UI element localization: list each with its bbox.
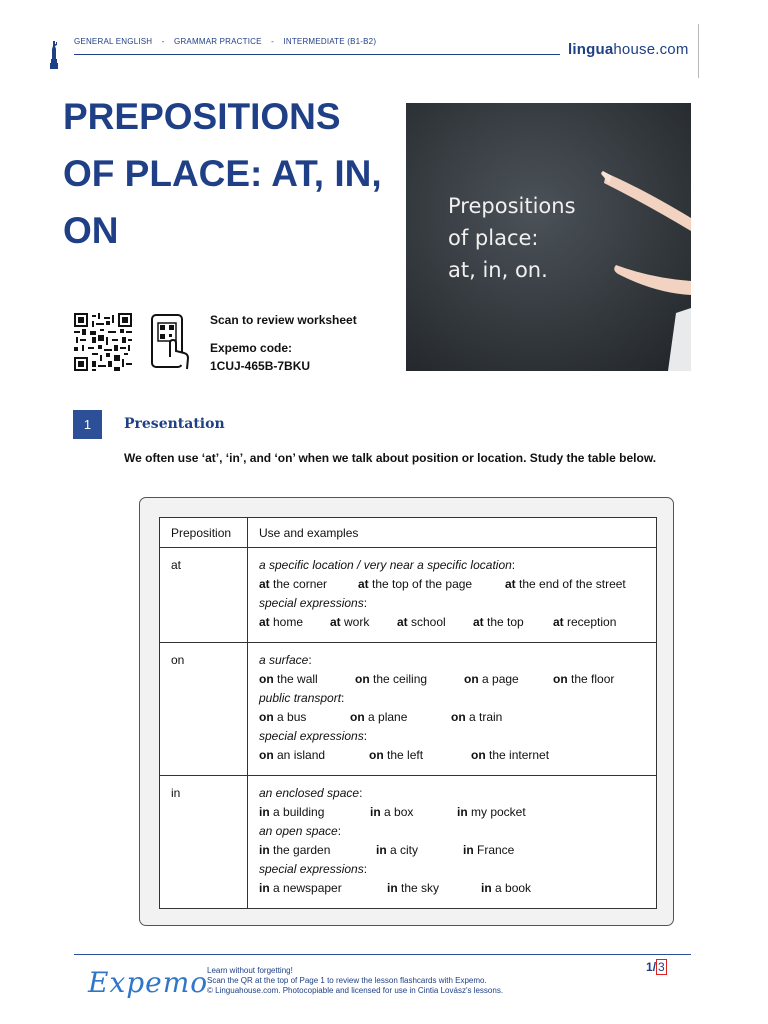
example-phrase: on the ceiling [355, 672, 428, 686]
example-phrase: at the corner [259, 577, 328, 591]
scan-info [210, 313, 357, 387]
example-line [259, 613, 645, 632]
table-row [160, 776, 657, 909]
examples-cell: a specific location / very near a specific location: at the corner at the top of the page at the end of the street special expressions: at home at work at school at the top at reception [248, 548, 657, 643]
table-row [160, 548, 657, 643]
breadcrumb-item-level: INTERMEDIATE (B1-B2) [283, 37, 377, 46]
breadcrumb-separator: - [271, 37, 274, 46]
example-phrase: in a city [376, 843, 419, 857]
example-phrase: on a train [451, 710, 503, 724]
preposition-cell: on [160, 643, 248, 776]
example-preposition: at [397, 615, 408, 629]
category-label: special expressions [259, 596, 364, 610]
qr-code-icon[interactable] [73, 313, 133, 371]
example-preposition: at [259, 615, 270, 629]
example-preposition: at [473, 615, 484, 629]
example-preposition: in [370, 805, 381, 819]
example-preposition: on [259, 672, 274, 686]
category-label: public transport [259, 691, 342, 705]
chalk-text-line-3: at, in, on. [448, 258, 548, 282]
example-preposition: in [259, 881, 270, 895]
prepositions-table [159, 517, 657, 909]
title-line: OF PLACE: AT, IN, [63, 153, 382, 194]
page-indicator: 1/ 3 [646, 960, 665, 974]
example-phrase: at home [259, 615, 304, 629]
example-phrase: in my pocket [457, 805, 526, 819]
example-preposition: in [259, 805, 270, 819]
statue-of-liberty-icon [48, 40, 60, 70]
example-preposition: in [481, 881, 492, 895]
example-preposition: at [330, 615, 341, 629]
category-label: a specific location / very near a specific location [259, 558, 512, 572]
example-preposition: at [358, 577, 369, 591]
footer-tagline: Learn without forgetting! [207, 966, 293, 975]
brand-rest: house.com [613, 41, 689, 58]
example-phrase: on the internet [471, 748, 550, 762]
category-label: special expressions [259, 862, 364, 876]
example-preposition: on [355, 672, 370, 686]
preposition-cell: in [160, 776, 248, 909]
examples-cell: a surface: on the wall on the ceiling on a page on the floor public transport: on a bus on a plane on a train special expressions: on an island on the left on the internet [248, 643, 657, 776]
example-preposition: on [350, 710, 365, 724]
footer-divider [74, 954, 691, 955]
category-label: a surface [259, 653, 309, 667]
header-use-examples: Use and examples [248, 518, 657, 548]
example-phrase: on a bus [259, 710, 307, 724]
title-line: ON [63, 210, 119, 251]
example-phrase: on an island [259, 748, 326, 762]
example-phrase: in a book [481, 881, 532, 895]
page-title [63, 88, 398, 259]
header-preposition: Preposition [160, 518, 248, 548]
footer-instruction: Scan the QR at the top of Page 1 to review the lesson flashcards with Expemo. [207, 976, 487, 985]
example-preposition: on [553, 672, 568, 686]
phone-scan-icon [150, 313, 192, 371]
example-phrase: in France [463, 843, 515, 857]
breadcrumb [74, 37, 376, 46]
expemo-code: 1CUJ-465B-7BKU [210, 359, 311, 373]
example-preposition: on [369, 748, 384, 762]
example-phrase: in a building [259, 805, 325, 819]
breadcrumb-item-grammar-practice: GRAMMAR PRACTICE [174, 37, 262, 46]
title-line: PREPOSITIONS [63, 96, 341, 137]
example-line [259, 841, 645, 860]
example-preposition: at [553, 615, 564, 629]
chalk-text-line-2: of place: [448, 226, 539, 250]
example-line [259, 575, 645, 594]
chalk-text-line-1: Prepositions [448, 194, 576, 218]
example-phrase: on the left [369, 748, 424, 762]
example-preposition: in [387, 881, 398, 895]
example-phrase: at work [330, 615, 370, 629]
example-preposition: at [505, 577, 516, 591]
example-preposition: on [471, 748, 486, 762]
example-line [259, 708, 645, 727]
example-phrase: in the garden [259, 843, 331, 857]
breadcrumb-item-general-english: GENERAL ENGLISH [74, 37, 153, 46]
example-phrase: in a newspaper [259, 881, 342, 895]
example-preposition: in [463, 843, 474, 857]
example-phrase: at the top of the page [358, 577, 473, 591]
breadcrumb-separator: - [161, 37, 165, 46]
example-preposition: in [259, 843, 270, 857]
example-phrase: at school [397, 615, 446, 629]
example-phrase: at the end of the street [505, 577, 626, 591]
brand-bold: lingua [568, 41, 614, 58]
example-preposition: on [259, 748, 274, 762]
example-preposition: on [451, 710, 466, 724]
example-preposition: on [259, 710, 274, 724]
example-phrase: on the wall [259, 672, 318, 686]
example-preposition: in [376, 843, 387, 857]
example-phrase: on a page [464, 672, 519, 686]
scan-review-text: Scan to review worksheet [210, 313, 357, 327]
example-phrase: on a plane [350, 710, 408, 724]
examples-cell: an enclosed space: in a building in a box in my pocket an open space: in the garden in a city in France special expressions: in a newspaper in the sky in a book [248, 776, 657, 909]
page-current: 1 [646, 960, 653, 974]
preposition-cell: at [160, 548, 248, 643]
example-line [259, 746, 645, 765]
example-line [259, 803, 645, 822]
section-title: Presentation [124, 416, 225, 432]
example-preposition: in [457, 805, 468, 819]
table-header-row [160, 518, 657, 548]
page-total: 3 [658, 960, 665, 974]
example-phrase: on the floor [553, 672, 615, 686]
category-label: special expressions [259, 729, 364, 743]
category-label: an open space [259, 824, 338, 838]
example-preposition: on [464, 672, 479, 686]
footer-text [207, 966, 503, 996]
expemo-logo: Expemo [88, 966, 209, 999]
example-phrase: at reception [553, 615, 617, 629]
header-divider [74, 54, 560, 55]
example-line [259, 670, 645, 689]
example-preposition: at [259, 577, 270, 591]
brand-logo [568, 41, 689, 58]
example-phrase: at the top [473, 615, 524, 629]
example-phrase: in a box [370, 805, 414, 819]
footer-copyright: © Linguahouse.com. Photocopiable and licensed for use in Cintia Lovász's lessons. [207, 986, 504, 995]
section-number: 1 [73, 410, 102, 439]
section-intro: We often use ‘at’, ‘in’, and ‘on’ when we talk about position or location. Study the table below. [124, 451, 657, 465]
example-phrase: in the sky [387, 881, 440, 895]
category-label: an enclosed space [259, 786, 360, 800]
chalkboard-image [406, 103, 691, 371]
table-row [160, 643, 657, 776]
header-vertical-divider [698, 24, 699, 78]
example-line [259, 879, 645, 898]
expemo-code-label: Expemo code: [210, 341, 293, 355]
